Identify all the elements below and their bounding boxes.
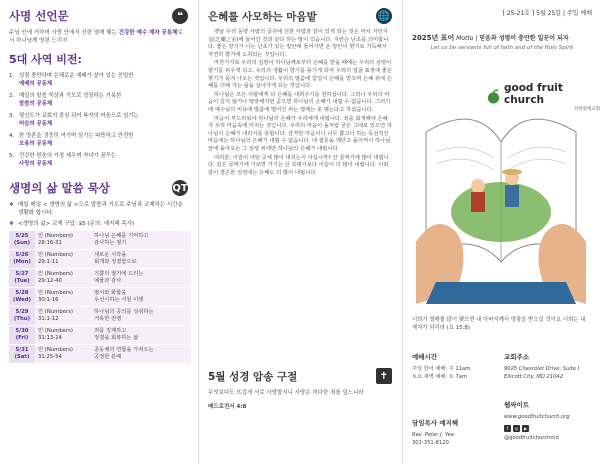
reading-desc: 죄를 징계하고 정결을 회복하는 삶 <box>91 326 191 345</box>
vision-item: 5. 건강한 믿음의 가정 세우며 자녀가 꿈꾸는 사랑의 공동체 <box>9 153 117 167</box>
reading-date: 5/30 (Fri) <box>9 326 35 345</box>
reading-desc: 기쁨의 절기에 드리는 예물과 감사 <box>91 269 191 288</box>
vision-title: 5대 사역 비전: <box>9 53 82 66</box>
reading-date: 5/29 (Thu) <box>9 307 35 326</box>
reading-desc: 하나님의 공의를 성취하는 거룩한 전쟁 <box>91 307 191 326</box>
worship-times: 예배시간 주일 한어 예배: 주 11am 토요 새벽 예배: 토 7am <box>412 352 500 382</box>
reading-row <box>9 345 191 364</box>
diamond-icon: ❖ <box>9 221 14 227</box>
facebook-icon[interactable]: f <box>504 425 511 432</box>
church-address: 교회주소 9025 Chevrolet Drive, Suite I Ellicott City, MD 21042 <box>504 352 596 382</box>
essay-header <box>208 8 392 24</box>
bible-illustration <box>416 92 586 304</box>
address-heading: 교회주소 <box>504 353 530 361</box>
pastor-info: 담임목사 예지혜 Rev. Peter J. Yea 301-351-8120 <box>412 418 500 448</box>
memory-title: 5월 성경 암송 구절 <box>208 370 298 383</box>
cross-icon: ✝ <box>376 368 392 384</box>
website-info <box>504 400 596 443</box>
divider <box>402 0 403 464</box>
logo-subtext: 선한열매교회 <box>573 107 600 112</box>
reading-date: 5/26 (Mon) <box>9 250 35 269</box>
column-left <box>0 0 196 464</box>
worship-heading: 예배시간 <box>412 353 438 361</box>
motto-english: Let us be servants full of faith and of the Holy Spirit <box>430 45 574 51</box>
diamond-icon: ❖ <box>9 202 14 208</box>
youtube-icon[interactable]: ▶ <box>523 425 528 431</box>
qt-header <box>9 180 188 196</box>
memory-text: 무엇보다도 뜨겁게 서로 사랑할지니 사랑은 허다한 죄를 덮느니라 <box>208 390 364 396</box>
reading-date: 5/31 (Sat) <box>9 345 35 364</box>
essay-paragraph: 여러분, 이슬이 어떤 곳에 많이 내리는지 아십니까? 산 골짜기에 많이 내립니다. 깊은 골짜기에 가보면 거기는 산 꼭대기보다 이슬이 더 많이 내립니다. 이와 같이 겸손한 심령에는 은혜도 더 많이 내립니다. <box>208 154 389 176</box>
pastor-heading: 담임목사 예지혜 <box>412 419 459 427</box>
essay-paragraph: 마음이 부드러워야 하나님의 은혜가 우리에게 내립니다. 죄를 회개해야 은혜가 우리 마음속에 미치는 것입니다. 우리의 마음이 돌처럼 굳은 그대로 있으면 하나님의 은혜가 내리지를 못합니다. 감격한 마음이나 너무 뽐고나 하는 독선적인 마음에는 하나님의 은혜가 내릴 수 없습니다. 내 잘못을 깨닫고 돌이켜서 하나님 앞에 돌아오는 그 심령 위에만 하나님의 은혜가 내립니다. <box>208 115 392 152</box>
essay-title: 은혜를 사모하는 마음밭 <box>208 10 317 23</box>
instagram-icon[interactable]: ◎ <box>514 425 519 431</box>
essay-paragraph: 마찬가지로 우리의 심령이 하나님께로부터 은혜를 받을 때에는 우리의 심령이 향기를 피우게 되고, 우리의 생활이 향기를 풍기게 되며 우리의 얼굴 표정에 좋은 향기가 풍겨 나오는 것입니다. 우리의 말씀에 힘입어 은혜를 받으며 은혜 위에 은혜를 더해 가는 삶을 살아가게 되는 것입니다. <box>208 60 392 90</box>
reading-ref: 민 (Numbers) 28:16-31 <box>35 231 91 250</box>
motto: 2025년 표어 Motto | 믿음과 성령이 충만한 일꾼이 되자 <box>412 34 569 42</box>
website-link[interactable]: www.goodfruitchurch.org <box>504 414 570 420</box>
qt-title: 생명의 삶 말씀 묵상 <box>9 181 110 195</box>
memory-verse <box>208 368 392 411</box>
quote-icon: ❝ <box>172 8 188 24</box>
reading-row <box>9 326 191 345</box>
reading-ref: 민 (Numbers) 31:13-24 <box>35 326 91 345</box>
mission-header <box>9 8 188 24</box>
vision-item: 1. 성령 충만하며 은혜로운 예배가 살아 있는 친밀한 예배의 공동체 <box>9 73 134 87</box>
reading-row <box>9 288 191 307</box>
social-icons <box>504 425 596 432</box>
book-icon: QT <box>172 180 188 196</box>
reading-date: 5/27 (Tue) <box>9 269 35 288</box>
mission-text: 주님 안에 거하며 사랑 안에서 선한 열매 맺는 건강한 예수 제자 공동체로서 하나님께 영광 드리자 <box>9 30 183 44</box>
reading-table <box>9 231 191 364</box>
globe-icon: 🌐 <box>376 8 392 24</box>
vision-item: 3. 평신도가 교회의 중심 되어 복자의 마음으로 섬기는 머슴의 공동체 <box>9 113 139 127</box>
social-handle[interactable]: @goodfruitchurchmd <box>504 434 559 441</box>
reading-desc: 하나님 은혜를 기억하고 감사하는 절기 <box>91 231 191 250</box>
reading-date: 5/28 (Wed) <box>9 288 35 307</box>
logo-text: good fruit church <box>503 82 563 106</box>
memory-header <box>208 368 392 384</box>
essay-paragraph: 옛날 우리 동양 사람의 글귀에 선한 사람과 같이 있게 되는 것은 마치 지란지실(芝蘭之室)에 들어간 것과 같다 하는 말이 있습니다. 지란은 난초를 의미합니다. 좋은 향기가 나는 난초가 있는 방안에 들어가면 온 방안이 향기로 가득해서 자연히 향기에 도취되는 것입니다. <box>208 29 389 58</box>
qt-bullet: ❖ 매일 매일 < 생명의 삶 >으로 말씀과 기도로 주님과 교제하는 시간을 생활화 합시다. <box>9 202 183 216</box>
reading-ref: 민 (Numbers) 30:1-16 <box>35 288 91 307</box>
divider <box>198 0 199 464</box>
vision-item: 4. 한 영혼을 귀중히 여기며 섬기는 따뜻하고 안전한 포용의 공동체 <box>9 133 134 147</box>
scripture-quote: 너희가 열매를 많이 맺으면 내 아버지께서 영광을 받으실 것이요 너희는 내 제자가 되리라 (요 15:8) <box>412 317 586 331</box>
vision-item: 2. 매일의 말씀 묵상과 기도로 성장하는 거룩한 말씀의 공동체 <box>9 93 122 107</box>
reading-ref: 민 (Numbers) 31:1-12 <box>35 307 91 326</box>
reading-row <box>9 250 191 269</box>
qt-bullet: ❖ <생명의 삶> 교재 구입: $5 (문의: 예지혜 목사) <box>9 221 135 227</box>
column-middle <box>200 0 400 464</box>
reading-desc: 절서와 화합을 우선시하는 서원 이행 <box>91 288 191 307</box>
reading-desc: 새로운 시작을 회개와 정결함으로 <box>91 250 191 269</box>
reading-ref: 민 (Numbers) 29:1-11 <box>35 250 91 269</box>
reading-desc: 공동체의 연합을 가져오는 공정한 분배 <box>91 345 191 364</box>
vision-list <box>9 73 188 168</box>
website-heading: 웹싸이트 <box>504 401 530 409</box>
bulletin-header: [ 25-21호 ] 5월 25일 | 주일 예배 <box>502 10 592 17</box>
reading-row <box>9 269 191 288</box>
reading-row <box>9 231 191 250</box>
mission-title: 사명 선언문 <box>9 9 69 23</box>
reading-ref: 민 (Numbers) 29:12-40 <box>35 269 91 288</box>
reading-date: 5/25 (Sun) <box>9 231 35 250</box>
reading-ref: 민 (Numbers) 31:25-54 <box>35 345 91 364</box>
essay-paragraph: 하나님은 모든 사람에게 다 은혜를 내려주기를 원하십니다. 그러나 우리의 마음이 깊지 않거나 딱딱해지면 곧으면 하나님의 은혜가 내릴 수 없습니다. 그러기에 예수님의 비유에 말씀에 떨어진 씨는 열매는 못 맺는다고 하셨습니다. <box>208 91 391 113</box>
memory-ref: 베드로전서 4:8 <box>208 404 247 410</box>
reading-row <box>9 307 191 326</box>
